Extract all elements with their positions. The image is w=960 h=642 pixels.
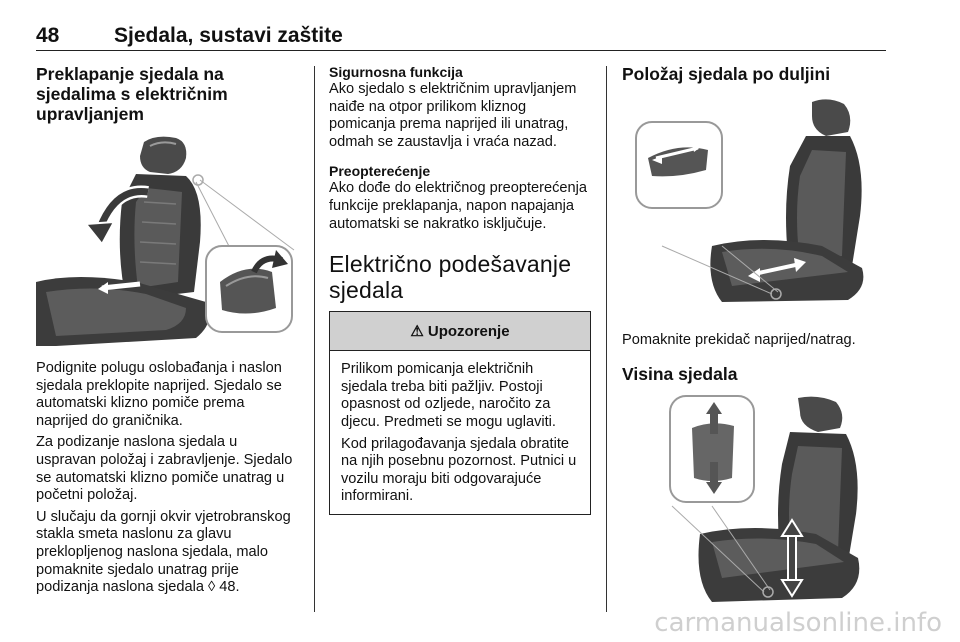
warning-box — [329, 311, 591, 515]
seat-height-heading: Visina sjedala — [622, 363, 738, 384]
warning-text-2: Kod prilagođavanja sjedala obratite na njih posebnu pozornost. Putnici u vozilu moraju biti odgovarajuće informirani. — [341, 435, 577, 505]
column-2 — [329, 64, 591, 515]
column-1 — [36, 64, 298, 597]
column-divider — [314, 66, 315, 612]
longitudinal-position-heading: Položaj sjedala po duljini — [622, 64, 831, 84]
page-reference[interactable]: 48. — [215, 579, 240, 596]
seat-longitudinal-illustration — [622, 96, 886, 310]
seat-height-illustration — [622, 394, 886, 608]
folding-instruction-3-text: U slučaju da gornji okvir vjetrobranskog stakla smeta naslonu za glavu preklopljenog naslona sjedala, malo pomaknite sjedalo unatrag prije podizanja naslona sjedala — [36, 508, 291, 596]
safety-function-text: Ako sjedalo s električnim upravljanjem naiđe na otpor prilikom kliznog pomicanja prema naprijed ili unatrag, odmah se zaustavlja i vraća nazad. — [329, 81, 577, 150]
folding-instruction-1: Podignite polugu oslobađanja i naslon sjedala preklopite naprijed. Sjedalo se automatski klizno pomiče prema naprijed do graničnika. — [36, 360, 282, 429]
warning-body — [330, 351, 590, 514]
warning-text-1: Prilikom pomicanja električnih sjedala treba biti pažljiv. Postoji opasnost od ozljede, naročito za djecu. Predmeti se mogu uglaviti. — [341, 361, 556, 430]
warning-triangle-icon: ⚠ — [410, 323, 424, 341]
overload-heading: Preopterećenje — [329, 163, 431, 180]
chapter-title: Sjedala, sustavi zaštite — [114, 24, 343, 47]
section-heading-folding: Preklapanje sjedala na sjedalima s električnim upravljanjem — [36, 64, 228, 124]
section-title-electric-adjustment: Električno podešavanje sjedala — [329, 251, 572, 304]
page-reference-icon: ◊ — [208, 579, 216, 596]
folding-instruction-3 — [36, 509, 298, 597]
warning-header — [330, 312, 590, 351]
safety-function-heading: Sigurnosna funkcija — [329, 64, 463, 80]
page-number: 48 — [36, 24, 60, 47]
warning-title: Upozorenje — [427, 322, 510, 340]
folding-instruction-2: Za podizanje naslona sjedala u uspravan položaj i zabravljenje. Sjedalo se automatski klizno pomiče unatrag u početni položaj. — [36, 434, 293, 504]
watermark: carmanualsonline.info — [654, 608, 942, 638]
column-3 — [622, 64, 886, 608]
seat-folding-illustration — [36, 132, 298, 346]
page-header — [36, 24, 886, 51]
column-divider — [606, 66, 607, 612]
overload-text: Ako dođe do električnog preopterećenja funkcije preklapanja, napon napajanja automatski se nakratko isključuje. — [329, 180, 587, 232]
longitudinal-caption: Pomaknite prekidač naprijed/natrag. — [622, 332, 856, 348]
